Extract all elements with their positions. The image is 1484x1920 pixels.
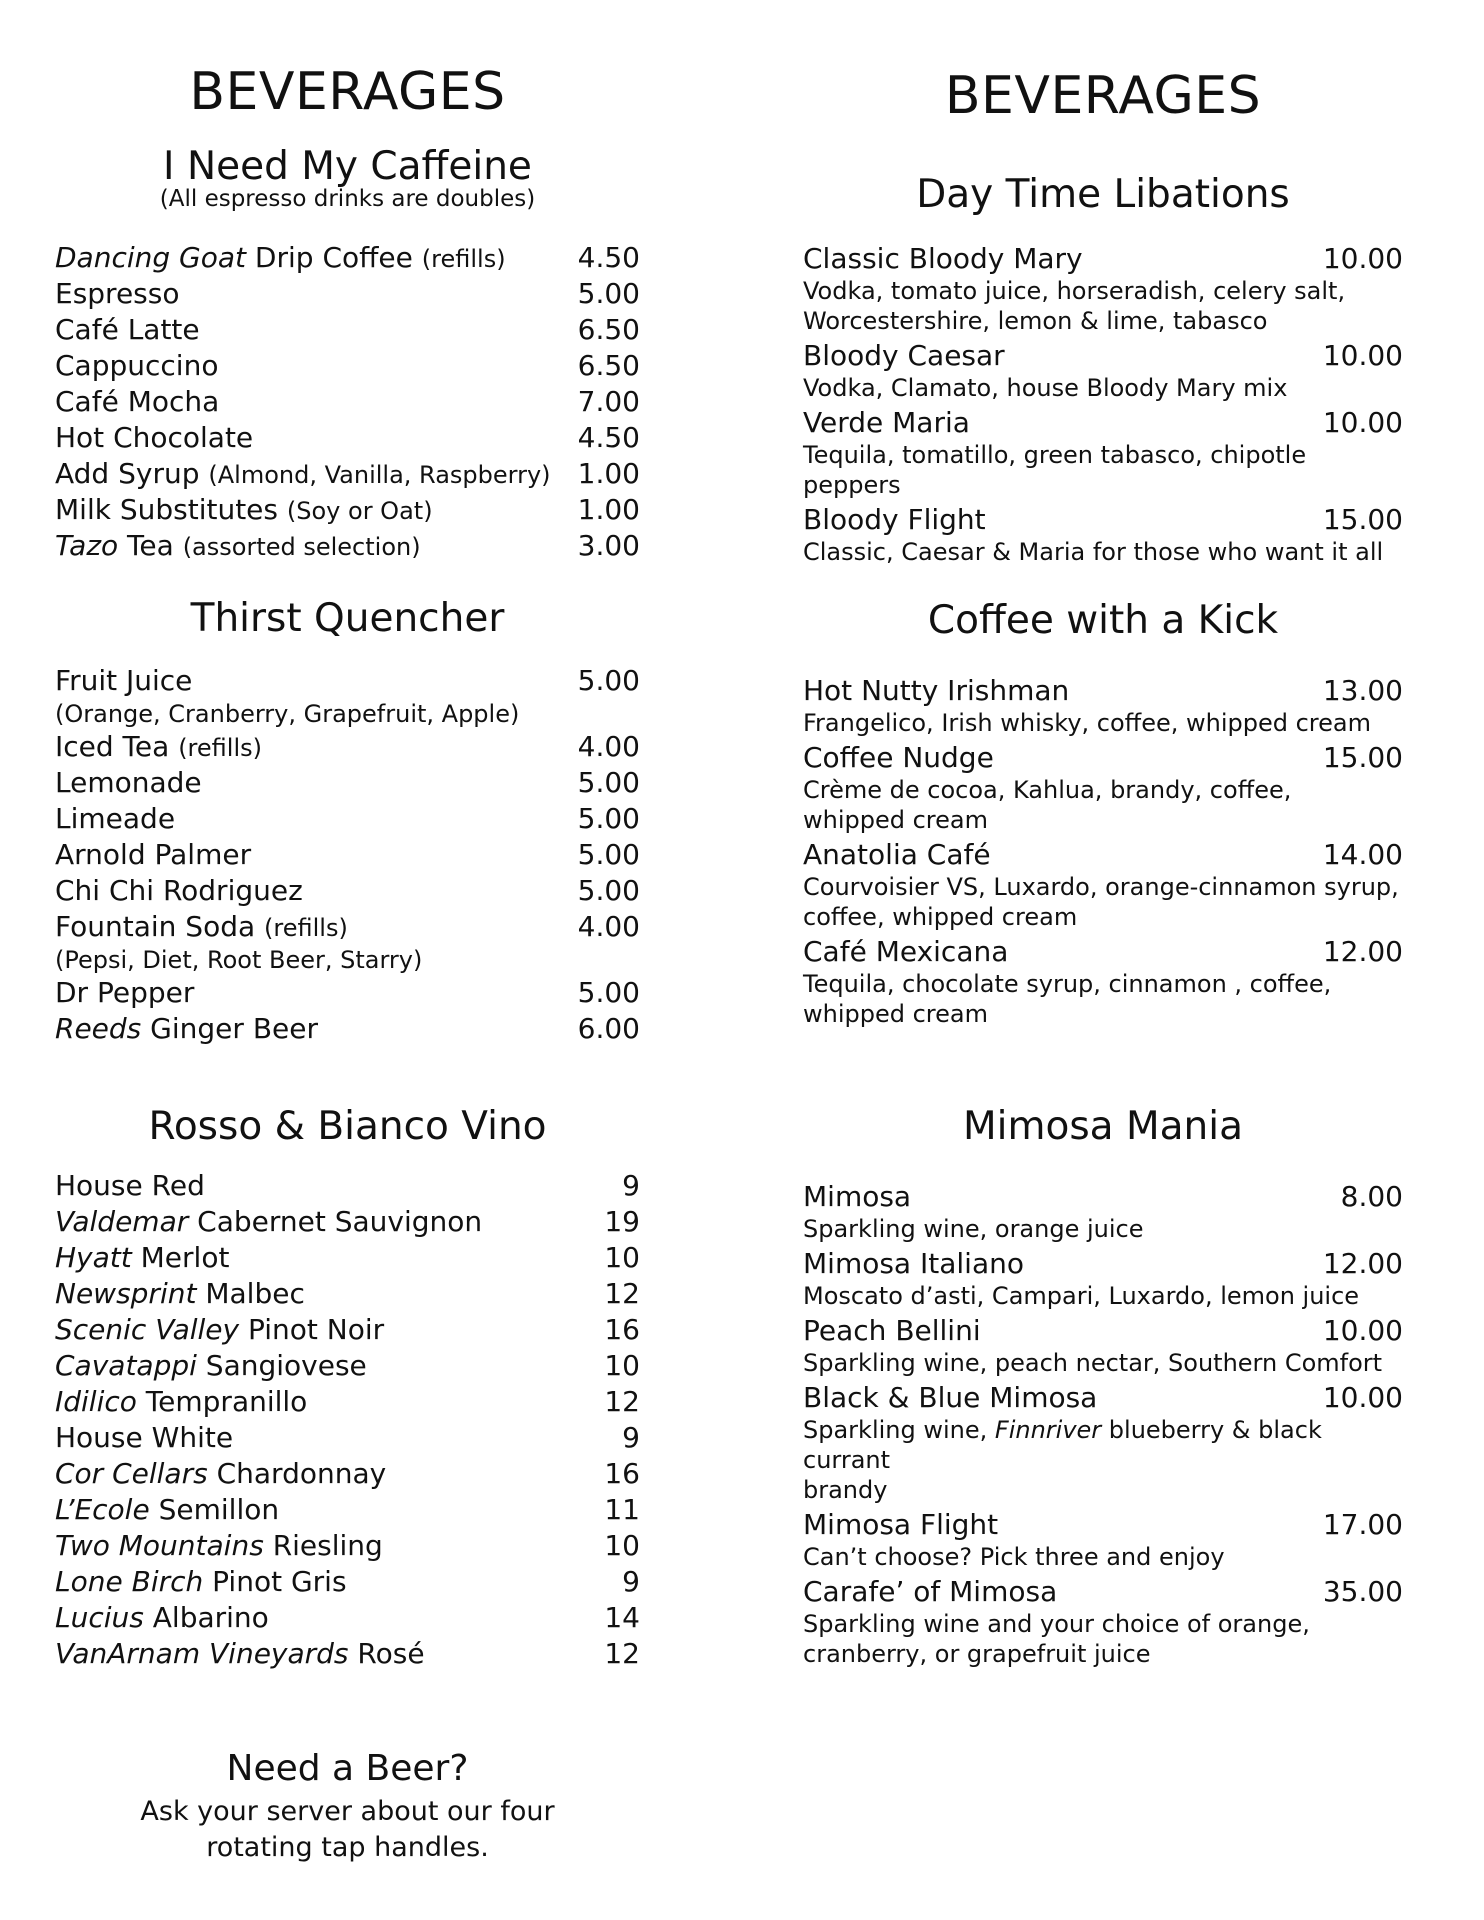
item-note: (refills)	[421, 245, 506, 273]
menu-item	[803, 935, 1403, 969]
item-name-text: Rosé	[348, 1637, 425, 1670]
item-description	[803, 537, 1403, 567]
description-line: Classic, Caesar & Maria for those who want it all	[803, 538, 1384, 566]
description-line: Worcestershire, lemon & lime, tabasco	[803, 307, 1268, 335]
item-name	[55, 976, 194, 1009]
item-note: (Almond, Vanilla, Raspberry)	[208, 461, 551, 489]
item-price: 4.00	[577, 910, 640, 943]
item-name	[55, 1565, 347, 1598]
menu-item	[55, 729, 640, 765]
item-name-text: Lemonade	[55, 766, 202, 799]
description-line: Tequila, tomatillo, green tabasco, chipotle peppers	[803, 441, 1307, 499]
item-name: Mimosa	[803, 1180, 912, 1213]
page-title-right: BEVERAGES	[944, 66, 1262, 126]
menu-item	[55, 663, 640, 699]
item-price: 10.00	[1322, 339, 1403, 372]
item-name	[55, 1313, 384, 1346]
menu-item	[55, 312, 640, 348]
item-price: 8.00	[1340, 1180, 1403, 1213]
item-name	[55, 910, 348, 943]
item-name-text: Cappuccino	[55, 349, 219, 382]
item-price: 10	[604, 1241, 640, 1274]
section-note-caffeine: (All espresso drinks are doubles)	[159, 186, 536, 212]
item-name-text: Drip Coffee	[246, 241, 422, 274]
item-price: 15.00	[1322, 741, 1403, 774]
menu-item	[55, 1348, 640, 1384]
menu-item	[803, 1180, 1403, 1214]
description-line: Sparkling wine, peach nectar, Southern Comfort	[803, 1349, 1383, 1377]
kick-list	[803, 674, 1403, 1032]
item-description	[803, 440, 1403, 500]
menu-item	[55, 837, 640, 873]
item-name: Anatolia Café	[803, 838, 991, 871]
item-description	[803, 1214, 1403, 1244]
menu-item	[803, 339, 1403, 373]
item-price: 4.50	[577, 241, 640, 274]
item-brand: Scenic Valley	[55, 1313, 240, 1346]
item-name: Bloody Flight	[803, 503, 986, 536]
menu-item	[55, 1564, 640, 1600]
item-name-text: Chi Chi Rodriguez	[55, 874, 303, 907]
item-name-text: Ginger Beer	[141, 1012, 318, 1045]
item-brand: Dancing Goat	[55, 241, 247, 274]
item-name-text: Dr Pepper	[55, 976, 195, 1009]
item-name-text: Add Syrup	[55, 457, 209, 490]
item-price: 12	[604, 1385, 640, 1418]
item-subnote: (Pepsi, Diet, Root Beer, Starry)	[55, 946, 423, 974]
item-brand: Lone Birch	[55, 1565, 204, 1598]
item-name	[55, 1493, 279, 1526]
item-subnote: (Orange, Cranberry, Grapefruit, Apple)	[55, 700, 520, 728]
menu-item	[55, 1312, 640, 1348]
item-price: 17.00	[1322, 1508, 1403, 1541]
item-name-text: House Red	[55, 1169, 205, 1202]
item-price: 9	[622, 1421, 640, 1454]
item-description	[803, 276, 1403, 336]
menu-item	[55, 801, 640, 837]
item-name-text: Chardonnay	[207, 1457, 387, 1490]
item-price: 6.50	[577, 313, 640, 346]
description-line: Sparkling wine and your choice of orange,	[803, 1610, 1310, 1638]
section-title-kick: Coffee with a Kick	[927, 598, 1279, 643]
item-note: (refills)	[264, 914, 348, 942]
description-line: Frangelico, Irish whisky, coffee, whipped cream	[803, 709, 1371, 737]
item-name-text: Tea	[118, 529, 183, 562]
thirst-list	[55, 663, 640, 1047]
menu-item	[55, 1168, 640, 1204]
item-name	[55, 529, 421, 562]
daytime-list	[803, 242, 1403, 570]
description-brand: Finnriver	[994, 1416, 1102, 1444]
item-name-text: Sangiovese	[196, 1349, 367, 1382]
item-name	[55, 1457, 386, 1490]
menu-item	[803, 838, 1403, 872]
item-name	[55, 241, 506, 274]
section-title-daytime: Day Time Libations	[916, 172, 1290, 217]
item-description	[803, 1542, 1403, 1572]
item-name-text: Café Mocha	[55, 385, 220, 418]
menu-item	[803, 1381, 1403, 1415]
item-price: 14	[604, 1601, 640, 1634]
item-name: Hot Nutty Irishman	[803, 674, 1070, 707]
item-price: 19	[604, 1205, 640, 1238]
item-name: Black & Blue Mimosa	[803, 1381, 1098, 1414]
item-name	[55, 874, 303, 907]
item-price: 5.00	[577, 766, 640, 799]
item-price: 5.00	[577, 802, 640, 835]
menu-item	[55, 765, 640, 801]
item-price: 4.00	[577, 730, 640, 763]
description-line: Crème de cocoa, Kahlua, brandy, coffee,	[803, 776, 1292, 804]
item-description	[803, 708, 1403, 738]
item-name-text: Arnold Palmer	[55, 838, 252, 871]
item-name-text: Fruit Juice	[55, 664, 193, 697]
menu-item	[55, 1456, 640, 1492]
item-name	[55, 421, 253, 454]
item-name	[55, 1529, 383, 1562]
description-line: Courvoisier VS, Luxardo, orange-cinnamon syrup,	[803, 873, 1399, 901]
beer-line-2: rotating tap handles.	[206, 1832, 489, 1863]
menu-item	[55, 1492, 640, 1528]
item-name	[55, 1385, 307, 1418]
item-description	[803, 373, 1403, 403]
menu-item	[55, 1240, 640, 1276]
menu-item	[803, 242, 1403, 276]
item-price: 10.00	[1322, 242, 1403, 275]
menu-item	[55, 1384, 640, 1420]
item-price: 6.50	[577, 349, 640, 382]
item-brand: Tazo	[55, 529, 119, 562]
description-line: whipped cream	[803, 806, 988, 834]
item-description	[803, 1415, 1403, 1505]
item-price: 12.00	[1322, 935, 1403, 968]
item-name: Coffee Nudge	[803, 741, 994, 774]
menu-item	[55, 240, 640, 276]
item-name	[55, 1277, 305, 1310]
description-line	[803, 1415, 1403, 1475]
item-name-text: Hot Chocolate	[55, 421, 254, 454]
item-name	[55, 838, 251, 871]
section-title-mimosa: Mimosa Mania	[963, 1104, 1243, 1149]
item-price: 14.00	[1322, 838, 1403, 871]
item-price: 1.00	[577, 493, 640, 526]
item-name	[55, 1169, 205, 1202]
menu-item	[803, 741, 1403, 775]
item-brand: Two Mountains	[55, 1529, 264, 1562]
item-name-text: Iced Tea	[55, 730, 179, 763]
item-name: Carafe’ of Mimosa	[803, 1575, 1058, 1608]
item-price: 11	[604, 1493, 640, 1526]
item-name: Peach Bellini	[803, 1314, 981, 1347]
item-description	[803, 1348, 1403, 1378]
item-price: 7.00	[577, 385, 640, 418]
item-name	[55, 349, 218, 382]
menu-item	[55, 348, 640, 384]
menu-item	[55, 528, 640, 564]
item-name	[55, 730, 262, 763]
item-name-text: Espresso	[55, 277, 180, 310]
item-name	[55, 1637, 425, 1670]
item-price: 5.00	[577, 277, 640, 310]
item-note: (refills)	[178, 734, 262, 762]
item-price: 16	[604, 1313, 640, 1346]
item-brand: Valdemar	[55, 1205, 189, 1238]
item-name-text: Fountain Soda	[55, 910, 265, 943]
item-brand: Cavatappi	[55, 1349, 197, 1382]
item-price: 5.00	[577, 664, 640, 697]
menu-item	[803, 1575, 1403, 1609]
section-title-caffeine: I Need My Caffeine	[163, 144, 532, 189]
item-name	[55, 1601, 269, 1634]
menu-item	[55, 1420, 640, 1456]
section-title-thirst: Thirst Quencher	[190, 596, 505, 641]
item-name	[55, 1012, 318, 1045]
item-name: Verde Maria	[803, 406, 970, 439]
item-price: 10.00	[1322, 1381, 1403, 1414]
item-name	[55, 1241, 229, 1274]
item-price: 16	[604, 1457, 640, 1490]
menu-item	[803, 406, 1403, 440]
description-line: coffee, whipped cream	[803, 903, 1078, 931]
description-line: Vodka, tomato juice, horseradish, celery salt,	[803, 277, 1346, 305]
menu-item	[803, 1247, 1403, 1281]
item-name	[55, 1205, 482, 1238]
beer-title: Need a Beer?	[226, 1748, 469, 1789]
item-price: 5.00	[577, 976, 640, 1009]
mimosa-list	[803, 1180, 1403, 1672]
item-price: 10	[604, 1529, 640, 1562]
menu-item	[55, 975, 640, 1011]
item-name	[55, 313, 200, 346]
item-brand: Cor Cellars	[55, 1457, 208, 1490]
item-name-text: Pinot Gris	[203, 1565, 347, 1598]
item-brand: Hyatt	[55, 1241, 132, 1274]
section-title-vino: Rosso & Bianco Vino	[148, 1104, 547, 1149]
menu-item	[55, 492, 640, 528]
item-name-text: Albarino	[143, 1601, 269, 1634]
menu-item	[55, 276, 640, 312]
description-line: Tequila, chocolate syrup, cinnamon , coffee,	[803, 970, 1332, 998]
menu-item	[803, 1508, 1403, 1542]
item-price: 5.00	[577, 838, 640, 871]
page-title-left: BEVERAGES	[189, 62, 506, 122]
item-name	[55, 664, 192, 697]
item-description	[803, 1609, 1403, 1669]
item-name	[55, 277, 179, 310]
item-name-text: Merlot	[131, 1241, 230, 1274]
item-description	[803, 969, 1403, 1029]
item-brand: Newsprint	[55, 1277, 197, 1310]
item-description	[803, 872, 1403, 932]
description-text: blueberry & black currant	[803, 1416, 1322, 1474]
item-name	[55, 1349, 367, 1382]
item-name: Classic Bloody Mary	[803, 242, 1083, 275]
item-price: 13.00	[1322, 674, 1403, 707]
item-brand: L’Ecole	[55, 1493, 150, 1526]
description-line: Moscato d’asti, Campari, Luxardo, lemon juice	[803, 1282, 1360, 1310]
item-name: Bloody Caesar	[803, 339, 1005, 372]
item-note: (assorted selection)	[182, 533, 421, 561]
item-name	[55, 385, 219, 418]
description-line: brandy	[803, 1476, 888, 1504]
description-line: Can’t choose? Pick three and enjoy	[803, 1543, 1225, 1571]
menu-item	[55, 1276, 640, 1312]
item-price: 12	[604, 1277, 640, 1310]
description-line: cranberry, or grapefruit juice	[803, 1640, 1151, 1668]
menu-item	[803, 1314, 1403, 1348]
item-price: 6.00	[577, 1012, 640, 1045]
item-name-text: Semillon	[149, 1493, 280, 1526]
item-price: 3.00	[577, 529, 640, 562]
item-name: Mimosa Italiano	[803, 1247, 1024, 1280]
menu-item	[55, 420, 640, 456]
item-price: 10	[604, 1349, 640, 1382]
item-name-text: Pinot Noir	[239, 1313, 385, 1346]
vino-list	[55, 1168, 640, 1672]
item-brand: VanArnam Vineyards	[55, 1637, 349, 1670]
item-price: 35.00	[1322, 1575, 1403, 1608]
beer-line-1: Ask your server about our four	[140, 1796, 555, 1827]
item-name-text: Tempranillo	[136, 1385, 308, 1418]
menu-item	[803, 674, 1403, 708]
menu-item	[55, 456, 640, 492]
item-price: 5.00	[577, 874, 640, 907]
description-line: Sparkling wine, orange juice	[803, 1215, 1144, 1243]
item-price: 4.50	[577, 421, 640, 454]
item-price: 9	[622, 1565, 640, 1598]
caffeine-list	[55, 240, 640, 564]
item-name-text: Cabernet Sauvignon	[188, 1205, 483, 1238]
item-price: 12	[604, 1637, 640, 1670]
menu-item	[55, 1011, 640, 1047]
item-price: 10.00	[1322, 406, 1403, 439]
item-name	[55, 493, 433, 526]
menu-item	[55, 1204, 640, 1240]
description-line: whipped cream	[803, 1000, 988, 1028]
item-price: 1.00	[577, 457, 640, 490]
item-price: 15.00	[1322, 503, 1403, 536]
menu-item	[55, 873, 640, 909]
item-name	[55, 1421, 233, 1454]
item-brand: Reeds	[55, 1012, 142, 1045]
item-name: Mimosa Flight	[803, 1508, 999, 1541]
item-note: (Soy or Oat)	[286, 497, 433, 525]
item-name-text: Malbec	[196, 1277, 305, 1310]
item-name-text: House White	[55, 1421, 234, 1454]
item-brand: Idilico	[55, 1385, 137, 1418]
item-description	[803, 775, 1403, 835]
menu-item	[55, 909, 640, 945]
item-name	[55, 457, 551, 490]
item-name: Café Mexicana	[803, 935, 1009, 968]
item-name	[55, 802, 175, 835]
item-name-text: Limeade	[55, 802, 176, 835]
menu-item	[55, 384, 640, 420]
item-price: 12.00	[1322, 1247, 1403, 1280]
item-price: 10.00	[1322, 1314, 1403, 1347]
menu-item	[803, 503, 1403, 537]
item-price: 9	[622, 1169, 640, 1202]
menu-item	[55, 1600, 640, 1636]
item-name-text: Café Latte	[55, 313, 200, 346]
item-name	[55, 766, 202, 799]
item-name-text: Riesling	[263, 1529, 383, 1562]
description-text: Sparkling wine,	[803, 1416, 995, 1444]
item-description	[803, 1281, 1403, 1311]
item-brand: Lucius	[55, 1601, 144, 1634]
item-name-text: Milk Substitutes	[55, 493, 287, 526]
menu-item	[55, 1636, 640, 1672]
menu-item	[55, 1528, 640, 1564]
description-line: Vodka, Clamato, house Bloody Mary mix	[803, 374, 1288, 402]
